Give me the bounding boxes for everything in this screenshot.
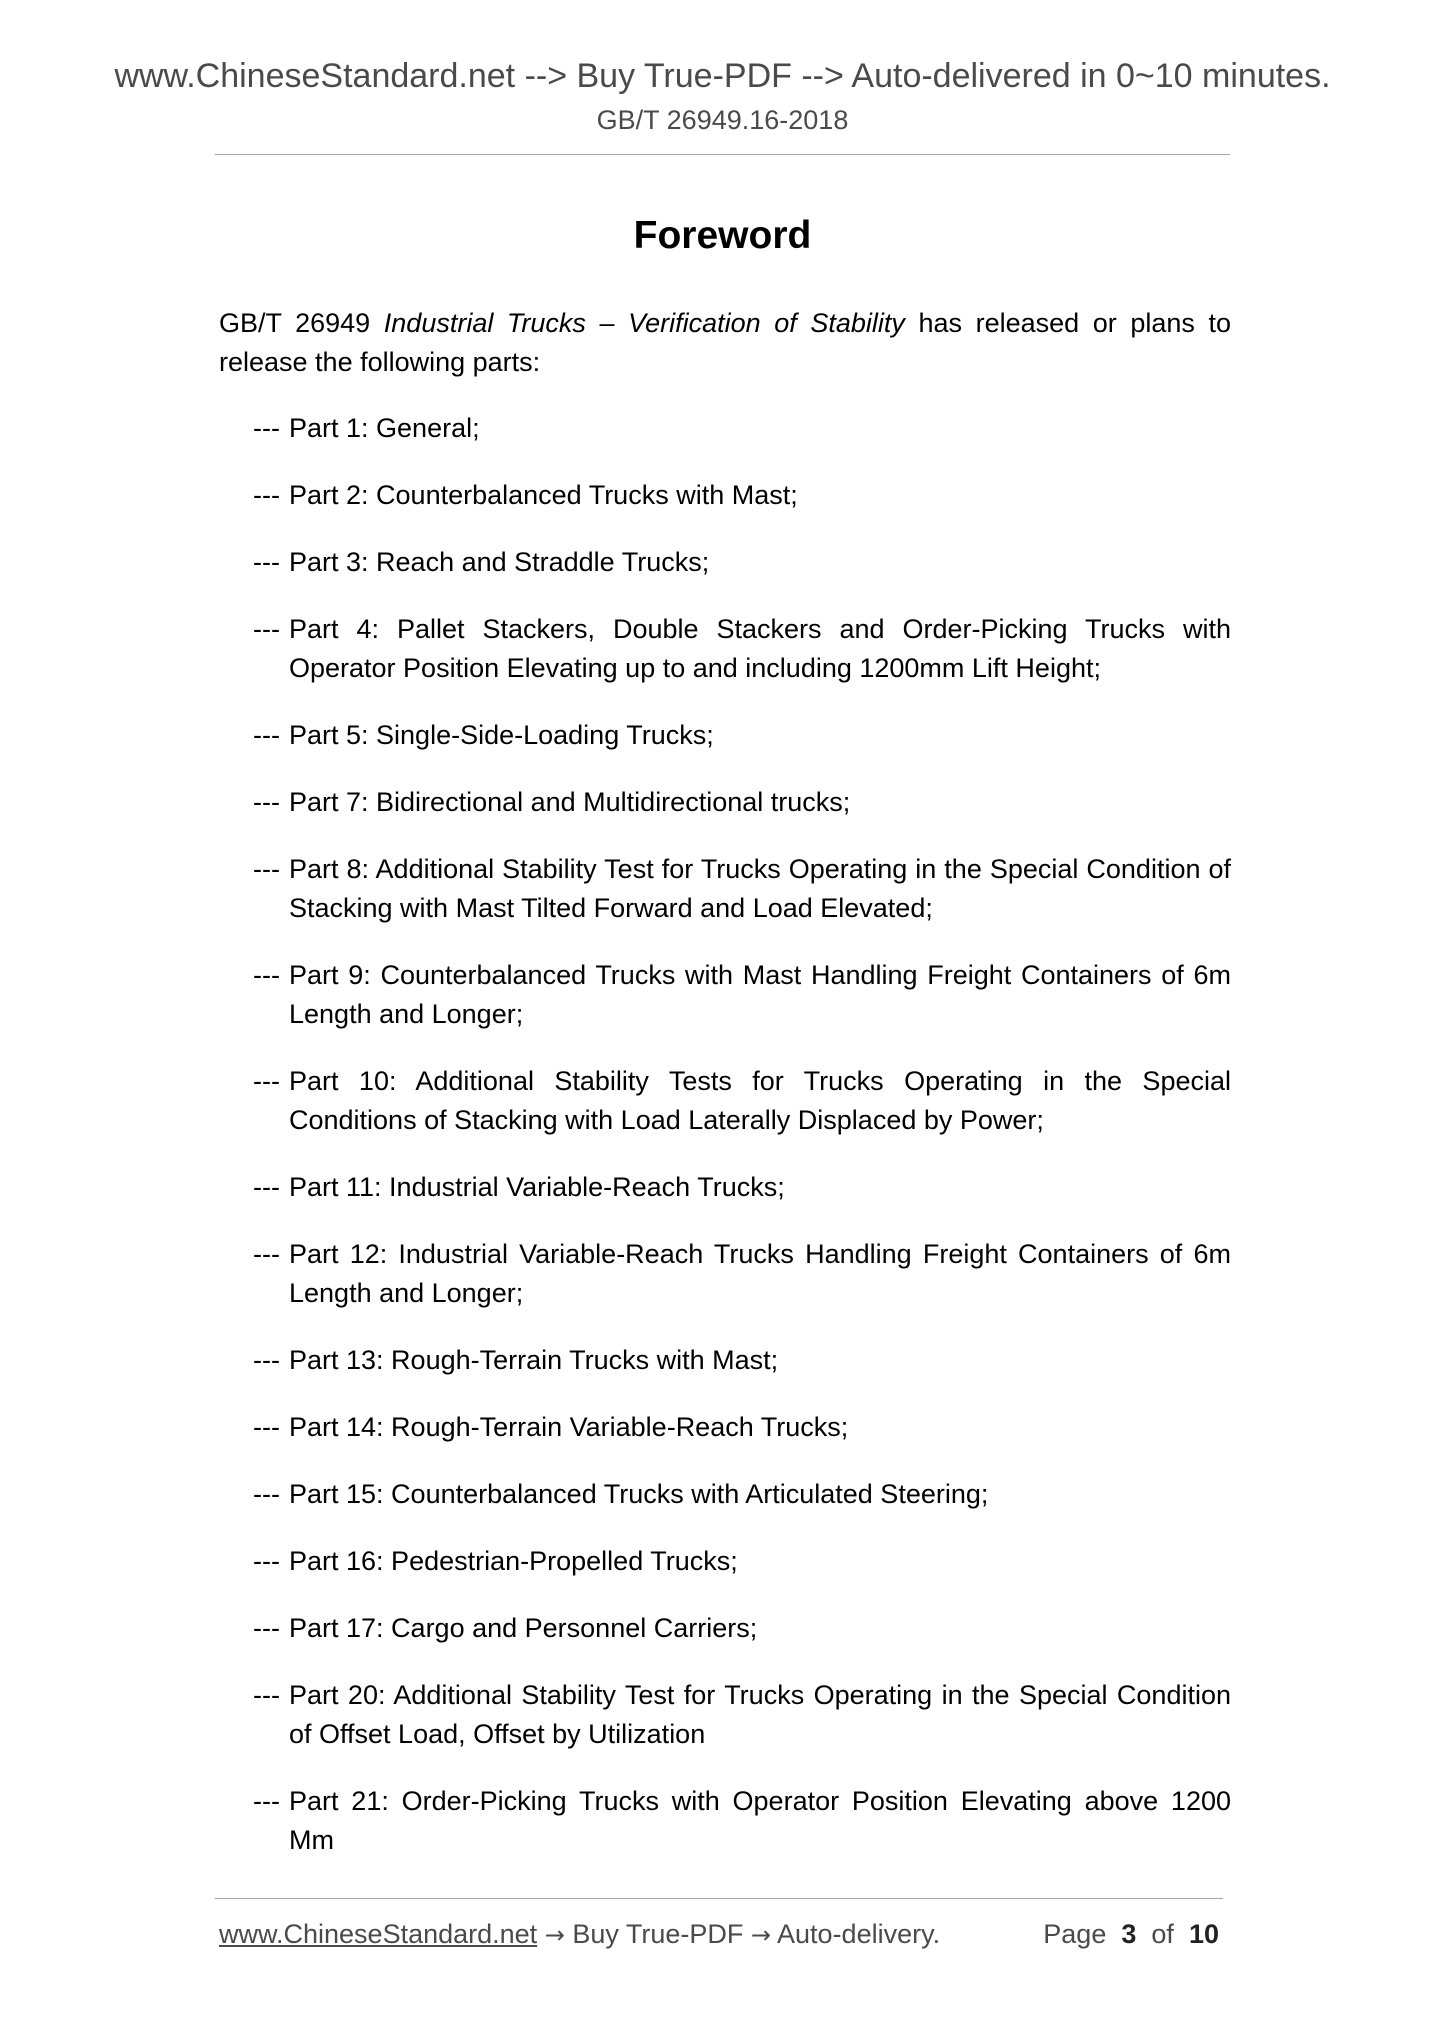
- list-item-dash: ---: [253, 787, 280, 817]
- list-item-text: Part 8: Additional Stability Test for Trucks Operating in the Special Condition of Stacking with Mast Tilted Forward and Load Elevated;: [289, 854, 1231, 923]
- list-item-text: Part 12: Industrial Variable-Reach Trucks Handling Freight Containers of 6m Length and Longer;: [289, 1239, 1231, 1308]
- list-item-text: Part 7: Bidirectional and Multidirectional trucks;: [289, 787, 851, 817]
- list-item-text: Part 16: Pedestrian-Propelled Trucks;: [289, 1546, 738, 1576]
- list-item-dash: ---: [253, 1066, 280, 1096]
- intro-paragraph: [219, 304, 1231, 382]
- list-item-dash: ---: [253, 1613, 280, 1643]
- list-item-dash: ---: [253, 1172, 280, 1202]
- header-divider: [215, 154, 1230, 155]
- list-item: [219, 1062, 1231, 1140]
- list-item-text: Part 11: Industrial Variable-Reach Trucks;: [289, 1172, 785, 1202]
- footer-website-link[interactable]: www.ChineseStandard.net: [219, 1919, 538, 1949]
- page-indicator: [1043, 1916, 1219, 1952]
- intro-suffix: has released or plans to release the following parts:: [219, 308, 1232, 377]
- list-item: [219, 1609, 1231, 1648]
- list-item: [219, 543, 1231, 582]
- list-item: [219, 409, 1231, 448]
- standard-number: GB/T 26949.16-2018: [596, 105, 849, 135]
- list-item-dash: ---: [253, 614, 280, 644]
- list-item-dash: ---: [253, 1786, 280, 1816]
- intro-prefix: GB/T 26949: [219, 308, 384, 338]
- list-item-text: Part 13: Rough-Terrain Trucks with Mast;: [289, 1345, 779, 1375]
- list-item-dash: ---: [253, 960, 280, 990]
- list-item: [219, 956, 1231, 1034]
- list-item-dash: ---: [253, 1479, 280, 1509]
- list-item-text: Part 20: Additional Stability Test for Trucks Operating in the Special Condition of Offset Load, Offset by Utilization: [289, 1680, 1231, 1749]
- page-label: Page: [1043, 1919, 1107, 1949]
- arrow-right-icon: →: [544, 1921, 565, 1949]
- list-item: [219, 1782, 1231, 1860]
- list-item: [219, 1475, 1231, 1514]
- footer-buy-text: Buy True-PDF: [572, 1919, 744, 1949]
- list-item: [219, 1168, 1231, 1207]
- list-item-text: Part 2: Counterbalanced Trucks with Mast;: [289, 480, 798, 510]
- list-item: [219, 476, 1231, 515]
- list-item-dash: ---: [253, 1680, 280, 1710]
- list-item-text: Part 21: Order-Picking Trucks with Operator Position Elevating above 1200 Mm: [289, 1786, 1231, 1855]
- page-of-label: of: [1151, 1919, 1174, 1949]
- list-item-dash: ---: [253, 547, 280, 577]
- list-item-text: Part 14: Rough-Terrain Variable-Reach Trucks;: [289, 1412, 849, 1442]
- footer: [219, 1916, 1223, 1953]
- list-item-dash: ---: [253, 1412, 280, 1442]
- list-item-text: Part 4: Pallet Stackers, Double Stackers and Order-Picking Trucks with Operator Position Elevating up to and including 1200mm Lift Height;: [289, 614, 1231, 683]
- page-total: 10: [1188, 1919, 1219, 1949]
- parts-list: [219, 409, 1231, 1860]
- list-item: [219, 610, 1231, 688]
- list-item: [219, 850, 1231, 928]
- intro-series-title: Industrial Trucks – Verification of Stability: [383, 308, 905, 338]
- list-item-text: Part 15: Counterbalanced Trucks with Articulated Steering;: [289, 1479, 989, 1509]
- list-item-dash: ---: [253, 1239, 280, 1269]
- page-current: 3: [1121, 1919, 1137, 1949]
- list-item-dash: ---: [253, 480, 280, 510]
- foreword-body: [219, 304, 1231, 1888]
- list-item-dash: ---: [253, 720, 280, 750]
- list-item: [219, 1235, 1231, 1313]
- list-item: [219, 1408, 1231, 1447]
- list-item: [219, 1341, 1231, 1380]
- list-item-text: Part 10: Additional Stability Tests for Trucks Operating in the Special Conditions of Stacking with Load Laterally Displaced by Power;: [289, 1066, 1231, 1135]
- header-banner: www.ChineseStandard.net --> Buy True-PDF --> Auto-delivered in 0~10 minutes.: [114, 57, 1331, 95]
- list-item-dash: ---: [253, 413, 280, 443]
- list-item: [219, 716, 1231, 755]
- list-item-text: Part 5: Single-Side-Loading Trucks;: [289, 720, 714, 750]
- list-item: [219, 783, 1231, 822]
- footer-delivery-text: Auto-delivery.: [777, 1919, 941, 1949]
- footer-divider: [215, 1898, 1223, 1899]
- list-item-text: Part 3: Reach and Straddle Trucks;: [289, 547, 710, 577]
- list-item: [219, 1676, 1231, 1754]
- arrow-right-icon: →: [750, 1921, 771, 1949]
- list-item-text: Part 17: Cargo and Personnel Carriers;: [289, 1613, 758, 1643]
- page-title: Foreword: [633, 214, 812, 257]
- list-item-dash: ---: [253, 1546, 280, 1576]
- list-item-text: Part 1: General;: [289, 413, 480, 443]
- list-item: [219, 1542, 1231, 1581]
- list-item-dash: ---: [253, 1345, 280, 1375]
- list-item-dash: ---: [253, 854, 280, 884]
- list-item-text: Part 9: Counterbalanced Trucks with Mast Handling Freight Containers of 6m Length and Longer;: [289, 960, 1231, 1029]
